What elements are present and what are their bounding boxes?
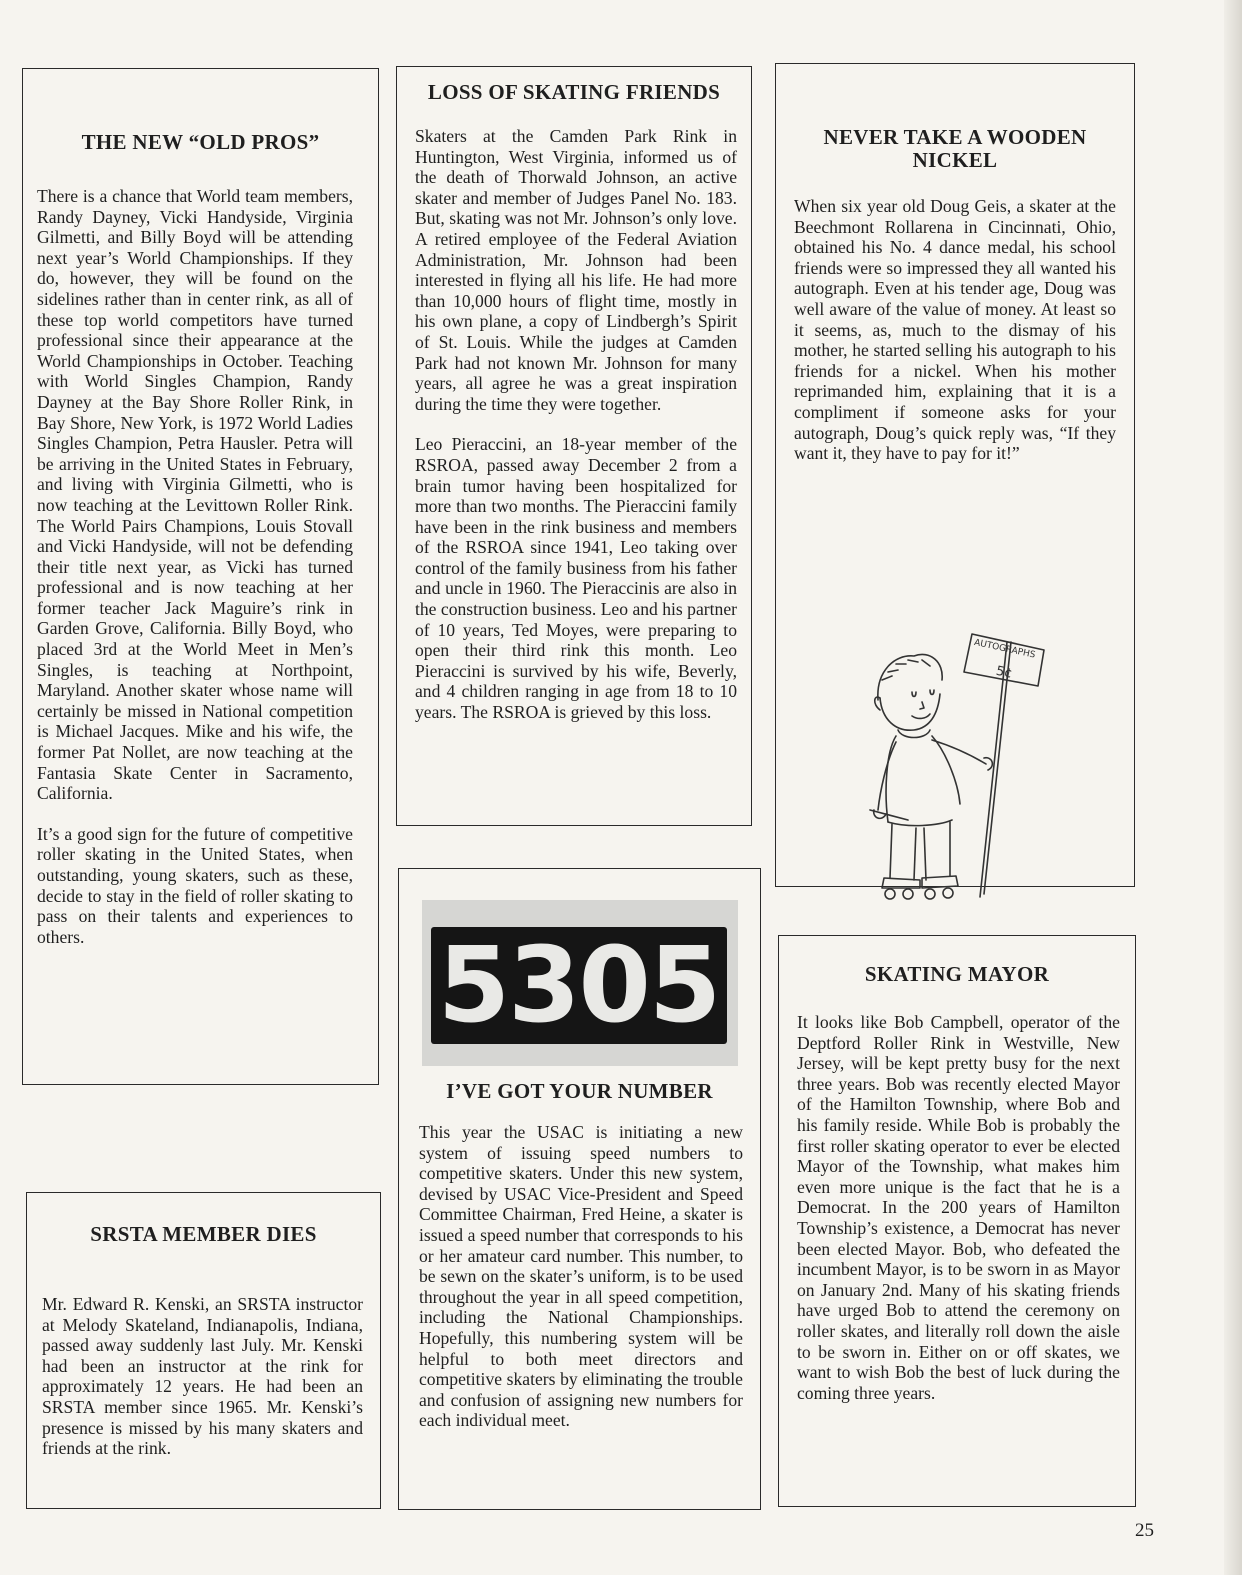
article-paragraph: Mr. Edward R. Kenski, an SRSTA instructor at Melody Skateland, Indianapolis, Indiana, passed away suddenly last July. Mr. Kenski had been an instructor at the rink for approximately 12 years. He had been an SRSTA member since 1965. Mr. Kenski’s presence is missed by his many skaters and friends at the rink. xyxy=(42,1294,363,1459)
article-title: NEVER TAKE A WOODEN NICKEL xyxy=(823,125,1087,172)
article-loss-of-skating-friends xyxy=(396,66,752,826)
article-paragraph: It’s a good sign for the future of competitive roller skating in the United States, when outstanding, young skaters, such as these, decide to stay in the field of roller skating to pass on their talents and experiences to others. xyxy=(37,823,353,947)
article-title: SRSTA MEMBER DIES xyxy=(90,1222,317,1246)
boy-with-autograph-sign-illustration xyxy=(868,632,1058,907)
article-title: LOSS OF SKATING FRIENDS xyxy=(427,80,721,104)
article-paragraph: Skaters at the Camden Park Rink in Huntington, West Virginia, informed us of the death of Thorwald Johnson, an active skater and member of Judges Panel No. 183. But, skating was not Mr. Johnson’s only love. A retired employee of the Federal Aviation Administration, Mr. Johnson had been interested in flying all his life. He had more than 10,000 hours of flight time, mostly in his own plane, a copy of Lindbergh’s Spirit of St. Louis. While the judges at Camden Park had not known Mr. Johnson for many years, all agree he was a great inspiration during the time they were together. xyxy=(415,126,737,414)
article-title: SKATING MAYOR xyxy=(864,962,1050,986)
article-old-pros xyxy=(22,68,379,1085)
article-ive-got-your-number xyxy=(398,868,761,1510)
article-paragraph: There is a chance that World team members, Randy Dayney, Vicki Handyside, Virginia Gilmetti, and Billy Boyd will be attending next year’s World Championships. If they do, however, they will be found on the sidelines rather than in center rink, as all of these top world competitors have turned professional since their appearance at the World Championships in October. Teaching with World Singles Champion, Randy Dayney at the Bay Shore Roller Rink, in Bay Shore, New York, is 1972 World Ladies Singles Champion, Petra Hausler. Petra will be arriving in the United States in February, and living with Virginia Gilmetti, who is now teaching at the Levittown Roller Rink. The World Pairs Champions, Louis Stovall and Vicki Handyside, will not be defending their title next year, as Vicki has turned professional and is now teaching at her former teacher Jack Maguire’s rink in Garden Grove, California. Billy Boyd, who placed 3rd at the World Meet in Men’s Singles, is teaching at Northpoint, Maryland. Another skater whose name will certainly be missed in National competition is Michael Jacques. Mike and his wife, the former Pat Nollet, are now teaching at the Fantasia Skate Center in Sacramento, California. xyxy=(37,186,353,804)
article-title: I’VE GOT YOUR NUMBER xyxy=(446,1079,713,1103)
speed-number-plate-photo xyxy=(422,900,738,1066)
article-paragraph: It looks like Bob Campbell, operator of the Deptford Roller Rink in Westville, New Jersey, will be kept pretty busy for the next three years. Bob was recently elected Mayor of the Hamilton Township, where Bob and his family reside. While Bob is probably the first roller skating operator to ever be elected Mayor of the Township, what makes him even more unique is the fact that he is a Democrat. In the 200 years of Hamilton Township’s existence, a Democrat has never been elected Mayor. Bob, who defeated the incumbent Mayor, is to be sworn in as Mayor on January 2nd. Many of his skating friends have urged Bob to attend the ceremony on roller skates, and literally roll down the aisle to be sworn in. Either on or off skates, we want to wish Bob the best of luck during the coming three years. xyxy=(797,1012,1120,1403)
sign-text-autographs: AUTOGRAPHS xyxy=(973,637,1037,661)
article-paragraph: Leo Pieraccini, an 18-year member of the RSROA, passed away December 2 from a brain tumor having been hospitalized for more than two months. The Pieraccini family have been in the rink business and members of the RSROA since 1941, Leo taking over control of the family business from his father and uncle in 1960. The Pieraccinis are also in the construction business. Leo and his partner of 10 years, Ted Moyes, were preparing to open their third rink this month. Leo Pieraccini is survived by his wife, Beverly, and 4 children ranging in age from 18 to 10 years. The RSROA is grieved by this loss. xyxy=(415,434,737,723)
article-skating-mayor xyxy=(778,935,1136,1507)
article-wooden-nickel xyxy=(775,63,1135,887)
article-paragraph: When six year old Doug Geis, a skater at the Beechmont Rollarena in Cincinnati, Ohio, obtained his No. 4 dance medal, his school friends were so impressed they all wanted his autograph. Even at his tender age, Doug was well aware of the value of money. At least so it seems, as, much to the dismay of his mother, he started selling his autograph to his friends for a nickel. When his mother reprimanded him, explaining that it is a compliment if someone asks for your autograph, Doug’s quick reply was, “If they want it, they have to pay for it!” xyxy=(794,196,1116,464)
article-title: THE NEW “OLD PROS” xyxy=(81,130,320,154)
sign-text-price: 5¢ xyxy=(994,663,1014,682)
article-srsta-member-dies xyxy=(26,1192,381,1509)
page-spine-shadow xyxy=(1224,0,1242,1575)
page-number: 25 xyxy=(1135,1520,1154,1541)
article-paragraph: This year the USAC is initiating a new system of issuing speed numbers to competitive skaters. Under this new system, devised by USAC Vice-President and Speed Committee Chairman, Fred Heine, a skater is issued a speed number that corresponds to his or her amateur card number. This number, to be sewn on the skater’s uniform, is to be used throughout the year in all speed competition, including the National Championships. Hopefully, this numbering system will be helpful to both meet directors and competitive skaters by eliminating the trouble and confusion of assigning new numbers for each individual meet. xyxy=(419,1122,743,1431)
speed-number: 5305 xyxy=(437,924,720,1046)
